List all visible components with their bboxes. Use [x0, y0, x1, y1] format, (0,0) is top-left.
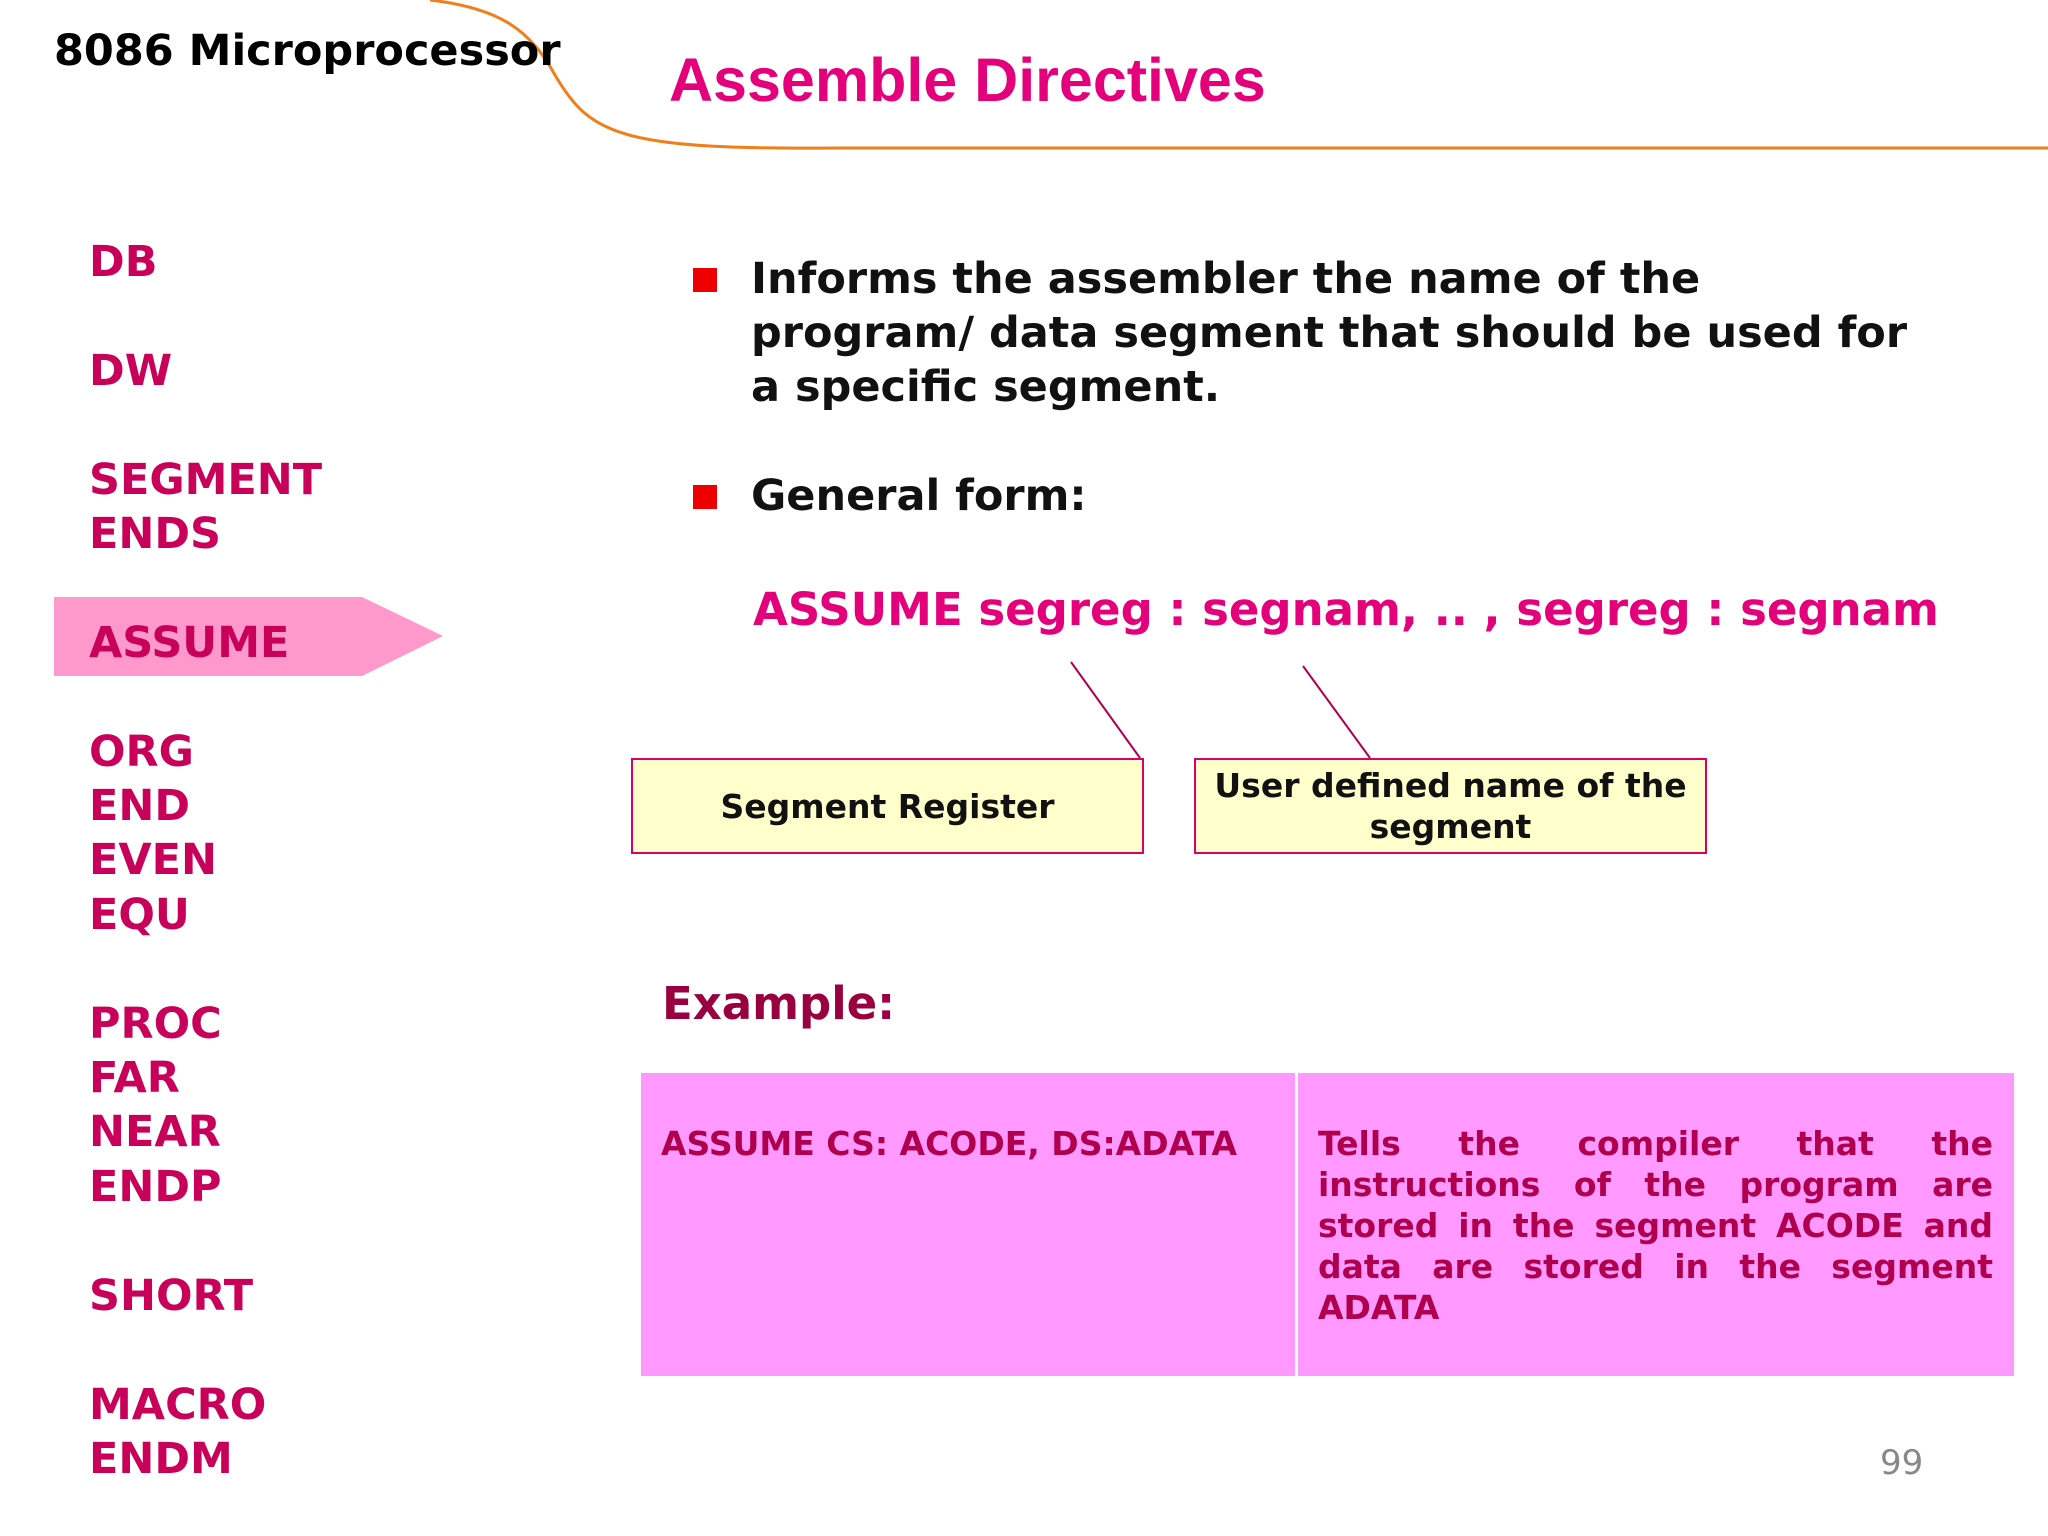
- callout-segment-register-label: Segment Register: [720, 786, 1055, 826]
- sidebar-item-even[interactable]: EVEN: [89, 835, 218, 885]
- example-table: [641, 1073, 2014, 1376]
- bullet-description: Informs the assembler the name of the program/ data segment that should be used for a specific segment.: [751, 254, 1908, 412]
- sidebar-item-far[interactable]: FAR: [89, 1053, 180, 1103]
- page-number: 99: [1880, 1443, 1924, 1483]
- sidebar-item-proc[interactable]: PROC: [89, 999, 222, 1049]
- sidebar-item-macro[interactable]: MACRO: [89, 1380, 267, 1430]
- bullet-square-icon: [693, 268, 717, 292]
- bullet-square-icon: [693, 485, 717, 509]
- course-title: 8086 Microprocessor: [54, 26, 561, 76]
- slide-title: Assemble Directives: [669, 46, 1266, 114]
- sidebar-item-org[interactable]: ORG: [89, 727, 194, 777]
- sidebar-item-near[interactable]: NEAR: [89, 1107, 221, 1157]
- sidebar-item-equ[interactable]: EQU: [89, 890, 190, 940]
- sidebar-item-end[interactable]: END: [89, 781, 191, 831]
- sidebar-item-endm[interactable]: ENDM: [89, 1434, 233, 1484]
- callout-pointer-segment-register: [1071, 662, 1140, 758]
- sidebar-item-assume[interactable]: ASSUME: [89, 618, 290, 668]
- callout-user-defined-name-label: User defined name of the segment: [1214, 766, 1687, 846]
- callout-user-defined-name: [1194, 758, 1707, 854]
- sidebar-item-db[interactable]: DB: [89, 237, 158, 287]
- assume-syntax: ASSUME segreg : segnam, .. , segreg : segnam: [753, 583, 1939, 636]
- callout-segment-register: [631, 758, 1144, 854]
- sidebar-item-short[interactable]: SHORT: [89, 1271, 254, 1321]
- example-code-cell: ASSUME CS: ACODE, DS:ADATA: [641, 1073, 1295, 1376]
- bullet-general-form: General form:: [751, 471, 1087, 521]
- example-description-cell: Tells the compiler that the instructions of the program are stored in the segment ACODE and data are stored in the segment ADATA: [1298, 1073, 2014, 1376]
- example-label: Example:: [662, 977, 896, 1030]
- sidebar-item-dw[interactable]: DW: [89, 346, 173, 396]
- sidebar-item-ends[interactable]: ENDS: [89, 509, 222, 559]
- sidebar-item-segment[interactable]: SEGMENT: [89, 455, 323, 505]
- callout-pointer-user-defined-name: [1303, 666, 1370, 758]
- sidebar-item-endp[interactable]: ENDP: [89, 1162, 222, 1212]
